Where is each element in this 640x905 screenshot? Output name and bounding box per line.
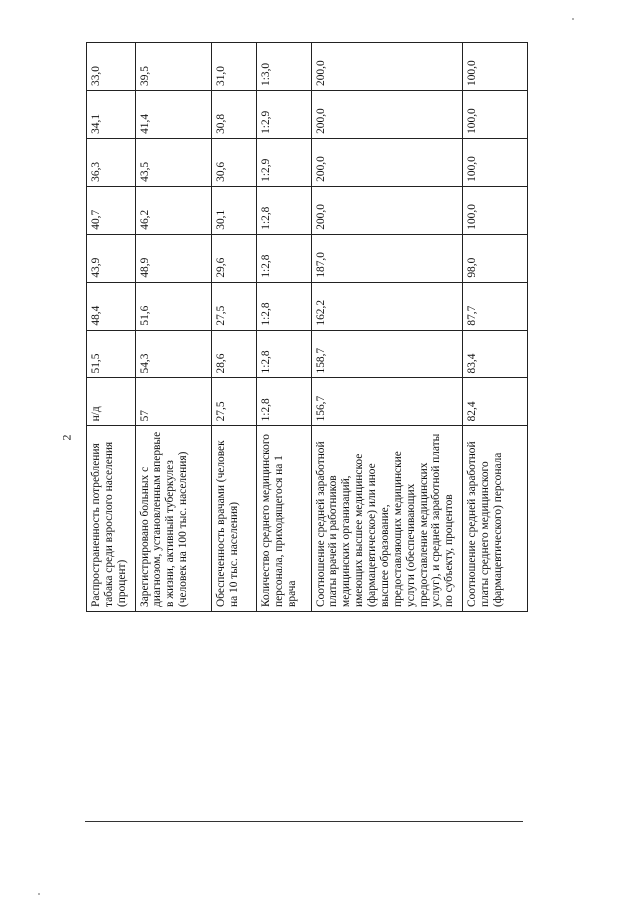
value-cell: 28,6 bbox=[212, 330, 257, 378]
value-cell: 30,6 bbox=[212, 138, 257, 186]
value-cell: 200,0 bbox=[311, 138, 463, 186]
value-cell: 27,5 bbox=[212, 378, 257, 426]
value-cell: 54,3 bbox=[135, 330, 212, 378]
value-cell: 187,0 bbox=[311, 234, 463, 282]
value-cell: 1:2,8 bbox=[256, 234, 311, 282]
value-cell: 83,4 bbox=[463, 330, 528, 378]
value-cell: 57 bbox=[135, 378, 212, 426]
health-indicators-table bbox=[86, 42, 528, 612]
value-cell: 1:2,8 bbox=[256, 330, 311, 378]
value-cell: 46,2 bbox=[135, 186, 212, 234]
value-cell: 51,6 bbox=[135, 282, 212, 330]
value-cell: 48,4 bbox=[87, 282, 136, 330]
value-cell: 1:2,8 bbox=[256, 378, 311, 426]
value-cell: 34,1 bbox=[87, 90, 136, 138]
indicator-cell: Соотношение средней заработной платы среднего медицинского (фармацевтического) персонала bbox=[463, 426, 528, 612]
value-cell: 156,7 bbox=[311, 378, 463, 426]
value-cell: 200,0 bbox=[311, 90, 463, 138]
rotated-table-container bbox=[86, 42, 528, 612]
value-cell: 30,8 bbox=[212, 90, 257, 138]
table-row bbox=[463, 43, 528, 612]
value-cell: 43,9 bbox=[87, 234, 136, 282]
value-cell: 41,4 bbox=[135, 90, 212, 138]
value-cell: 100,0 bbox=[463, 186, 528, 234]
value-cell: 43,5 bbox=[135, 138, 212, 186]
value-cell: 1:2,9 bbox=[256, 138, 311, 186]
value-cell: 1:2,9 bbox=[256, 90, 311, 138]
indicator-cell: Зарегистрировано больных с диагнозом, установленным впервые в жизни, активный туберкулез (человек на 100 тыс. населения) bbox=[135, 426, 212, 612]
indicator-cell: Распространенность потребления табака среди взрослого населения (процент) bbox=[87, 426, 136, 612]
value-cell: 98,0 bbox=[463, 234, 528, 282]
indicator-cell: Количество среднего медицинского персонала, приходящегося на 1 врача bbox=[256, 426, 311, 612]
page-number: 2 bbox=[59, 434, 74, 441]
value-cell: 100,0 bbox=[463, 138, 528, 186]
value-cell: 39,5 bbox=[135, 43, 212, 91]
value-cell: 36,3 bbox=[87, 138, 136, 186]
value-cell: 1:2,8 bbox=[256, 282, 311, 330]
value-cell: 1:3,0 bbox=[256, 43, 311, 91]
value-cell: 51,5 bbox=[87, 330, 136, 378]
value-cell: н/д bbox=[87, 378, 136, 426]
value-cell: 33,0 bbox=[87, 43, 136, 91]
value-cell: 100,0 bbox=[463, 90, 528, 138]
table-row bbox=[256, 43, 311, 612]
table-row bbox=[87, 43, 136, 612]
table-row bbox=[135, 43, 212, 612]
footer-rule bbox=[85, 821, 523, 822]
value-cell: 31,0 bbox=[212, 43, 257, 91]
value-cell: 162,2 bbox=[311, 282, 463, 330]
value-cell: 27,5 bbox=[212, 282, 257, 330]
scan-speck bbox=[572, 18, 574, 20]
value-cell: 1:2,8 bbox=[256, 186, 311, 234]
value-cell: 158,7 bbox=[311, 330, 463, 378]
scan-speck bbox=[38, 893, 40, 895]
value-cell: 30,1 bbox=[212, 186, 257, 234]
value-cell: 100,0 bbox=[463, 43, 528, 91]
indicator-cell: Соотношение средней заработной платы врачей и работников медицинских организаций, имеющих высшее медицинское (фармацевтическое) или иное высшее образование, предоставляющих медицинские услуги (обеспечивающих предоставление медицинских услуг), и средней заработной платы по субъекту, процентов bbox=[311, 426, 463, 612]
value-cell: 82,4 bbox=[463, 378, 528, 426]
value-cell: 40,7 bbox=[87, 186, 136, 234]
value-cell: 200,0 bbox=[311, 186, 463, 234]
value-cell: 48,9 bbox=[135, 234, 212, 282]
value-cell: 87,7 bbox=[463, 282, 528, 330]
table-row bbox=[311, 43, 463, 612]
value-cell: 200,0 bbox=[311, 43, 463, 91]
indicator-cell: Обеспеченность врачами (человек на 10 тыс. населения) bbox=[212, 426, 257, 612]
table-row bbox=[212, 43, 257, 612]
value-cell: 29,6 bbox=[212, 234, 257, 282]
